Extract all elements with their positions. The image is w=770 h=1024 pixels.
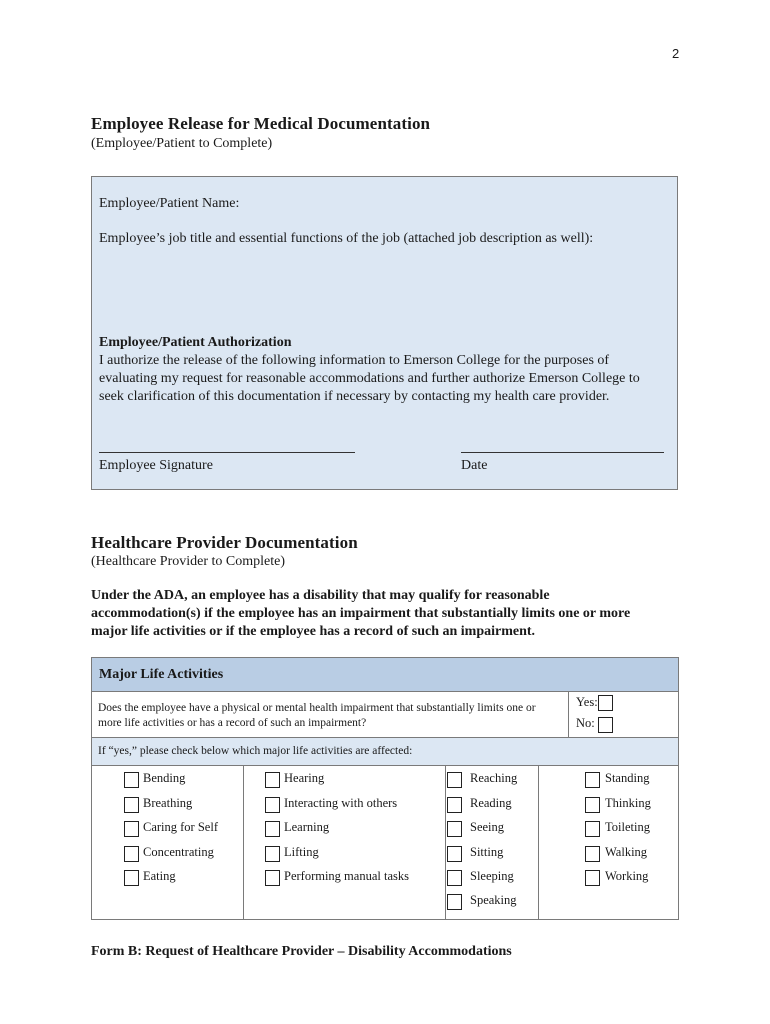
activity-label: Sleeping xyxy=(470,869,514,883)
if-yes-row xyxy=(92,738,678,766)
activity-label: Hearing xyxy=(284,771,325,785)
date-label: Date xyxy=(461,458,488,473)
ada-line: Under the ADA, an employee has a disability that may qualify for reasonable xyxy=(91,588,550,603)
form-footer: Form B: Request of Healthcare Provider – Disability Accommodations xyxy=(91,944,512,959)
ada-statement xyxy=(91,587,681,641)
activity-checkbox[interactable] xyxy=(585,870,600,886)
activity-label: Lifting xyxy=(284,845,319,859)
activity-checkbox[interactable] xyxy=(124,797,139,813)
activity-checkbox[interactable] xyxy=(124,772,139,788)
activity-label: Thinking xyxy=(605,796,651,810)
activity-label: Eating xyxy=(143,869,176,883)
table-header-label: Major Life Activities xyxy=(99,667,224,682)
activity-checkbox[interactable] xyxy=(447,894,462,910)
activity-checkbox[interactable] xyxy=(585,772,600,788)
release-form-box xyxy=(91,176,678,490)
authorization-line: I authorize the release of the following information to Emerson College for the purposes of xyxy=(99,353,610,368)
activity-label: Performing manual tasks xyxy=(284,869,409,883)
activity-label: Speaking xyxy=(470,893,517,907)
authorization-line: seek clarification of this documentation if necessary by contacting my health care provider. xyxy=(99,389,610,404)
activity-label: Learning xyxy=(284,820,330,834)
activity-checkbox[interactable] xyxy=(447,870,462,886)
activity-label: Sitting xyxy=(470,845,504,859)
signature-label: Employee Signature xyxy=(99,458,213,473)
authorization-line: evaluating my request for reasonable accommodations and further authorize Emerson College to xyxy=(99,371,640,386)
yes-label: Yes: xyxy=(576,695,598,709)
impairment-question xyxy=(98,701,568,731)
column-divider xyxy=(568,692,569,737)
no-checkbox[interactable] xyxy=(598,717,613,733)
authorization-text xyxy=(99,352,679,406)
activity-checkbox[interactable] xyxy=(124,821,139,837)
activity-label: Reading xyxy=(470,796,512,810)
activity-checkbox[interactable] xyxy=(265,846,280,862)
activity-checkbox[interactable] xyxy=(265,870,280,886)
activity-label: Seeing xyxy=(470,820,505,834)
activity-checkbox[interactable] xyxy=(585,797,600,813)
ada-line: accommodation(s) if the employee has an impairment that substantially limits one or more xyxy=(91,606,631,621)
provider-title: Healthcare Provider Documentation xyxy=(91,533,358,552)
activity-checkbox[interactable] xyxy=(265,797,280,813)
activity-checkbox[interactable] xyxy=(585,821,600,837)
column-divider xyxy=(538,766,539,919)
yes-checkbox[interactable] xyxy=(598,695,613,711)
activity-checkbox[interactable] xyxy=(585,846,600,862)
question-line: Does the employee have a physical or mental health impairment that substantially limits one or xyxy=(98,702,536,714)
impairment-question-row xyxy=(92,692,678,738)
activity-checkbox[interactable] xyxy=(447,846,462,862)
activities-grid xyxy=(92,766,678,919)
question-line: more life activities or has a record of such an impairment? xyxy=(98,717,367,729)
activity-label: Standing xyxy=(605,771,650,785)
activity-checkbox[interactable] xyxy=(447,821,462,837)
job-functions-label: Employee’s job title and essential functions of the job (attached job description as well): xyxy=(99,231,594,246)
table-header xyxy=(92,658,678,692)
page-number: 2 xyxy=(672,46,680,61)
activity-checkbox[interactable] xyxy=(265,821,280,837)
activity-label: Toileting xyxy=(605,820,650,834)
ada-line: major life activities or if the employee has a record of such an impairment. xyxy=(91,624,536,639)
column-divider xyxy=(445,766,446,919)
activity-checkbox[interactable] xyxy=(447,797,462,813)
activity-checkbox[interactable] xyxy=(124,870,139,886)
activity-label: Breathing xyxy=(143,796,193,810)
provider-subtitle: (Healthcare Provider to Complete) xyxy=(91,554,285,569)
activity-label: Concentrating xyxy=(143,845,214,859)
if-yes-instruction: If “yes,” please check below which major life activities are affected: xyxy=(98,745,413,757)
date-line[interactable] xyxy=(461,452,664,453)
authorization-title: Employee/Patient Authorization xyxy=(99,335,292,350)
activity-checkbox[interactable] xyxy=(447,772,462,788)
release-subtitle: (Employee/Patient to Complete) xyxy=(91,136,273,151)
activity-label: Walking xyxy=(605,845,648,859)
activity-checkbox[interactable] xyxy=(124,846,139,862)
activity-label: Caring for Self xyxy=(143,820,218,834)
activity-label: Reaching xyxy=(470,771,518,785)
no-label: No: xyxy=(576,716,595,730)
activity-label: Interacting with others xyxy=(284,796,398,810)
signature-line[interactable] xyxy=(99,452,355,453)
activity-label: Bending xyxy=(143,771,186,785)
release-title: Employee Release for Medical Documentation xyxy=(91,114,431,133)
activity-label: Working xyxy=(605,869,649,883)
activity-checkbox[interactable] xyxy=(265,772,280,788)
patient-name-label: Employee/Patient Name: xyxy=(99,196,240,211)
column-divider xyxy=(243,766,244,919)
major-life-activities-table xyxy=(91,657,679,920)
